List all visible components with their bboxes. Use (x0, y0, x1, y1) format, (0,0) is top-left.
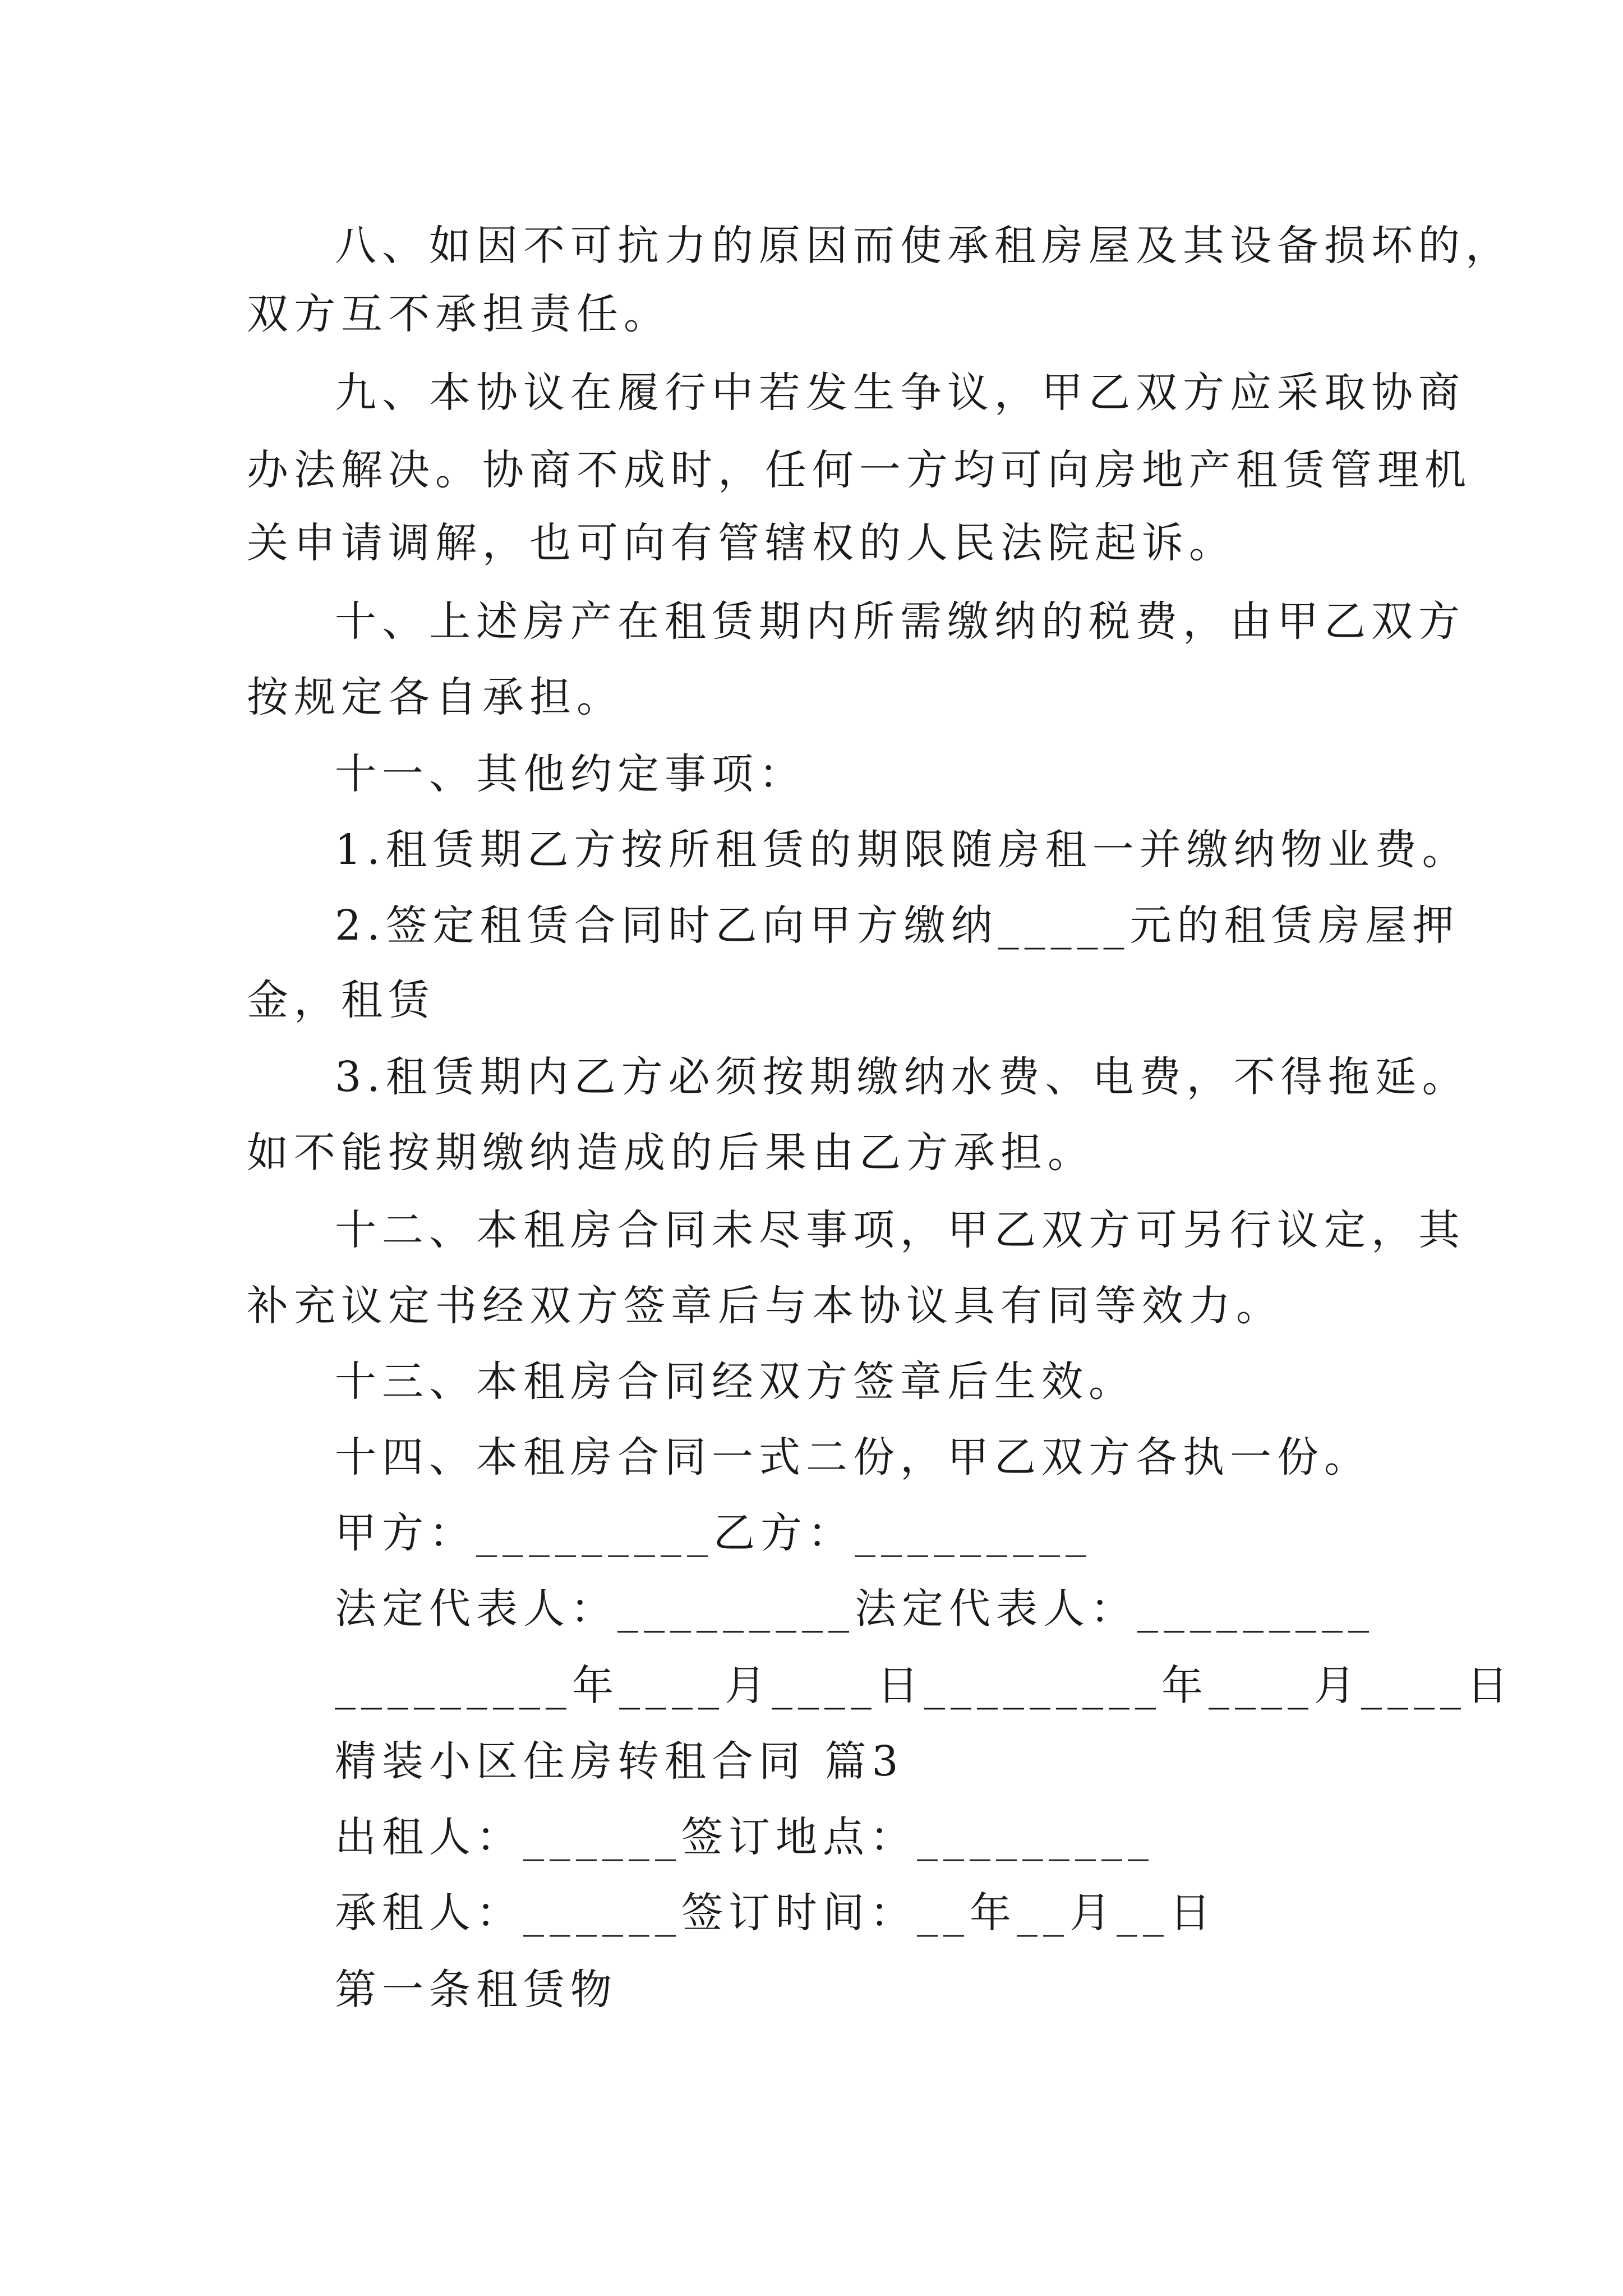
clause-11-item-2-line-2: 金，租赁 (247, 976, 435, 1024)
clause-11-item-2-line-1: 2.签定租赁合同时乙向甲方缴纳_____元的租赁房屋押 (335, 901, 1460, 950)
clause-10-line-2: 按规定各自承担。 (247, 673, 624, 721)
clause-10-line-1: 十、上述房产在租赁期内所需缴纳的税费，由甲乙双方 (335, 597, 1465, 646)
clause-9-line-1: 九、本协议在履行中若发生争议，甲乙双方应采取协商 (335, 369, 1465, 417)
clause-11-item-3-line-1: 3.租赁期内乙方必须按期缴纳水费、电费，不得拖延。 (335, 1053, 1469, 1101)
clause-14: 十四、本租房合同一式二份，甲乙双方各执一份。 (335, 1433, 1371, 1481)
signature-date-line: _________年____月____日_________年____月____日 (335, 1662, 1514, 1710)
clause-11-heading: 十一、其他约定事项： (335, 750, 806, 798)
clause-9-line-2: 办法解决。协商不成时，任何一方均可向房地产租赁管理机 (247, 446, 1472, 494)
clause-8-line-2: 双方互不承担责任。 (247, 290, 671, 338)
clause-12-line-1: 十二、本租房合同未尽事项，甲乙双方可另行议定，其 (335, 1206, 1465, 1254)
article-1-heading: 第一条租赁物 (335, 1966, 617, 2014)
clause-8-line-1: 八、如因不可抗力的原因而使承租房屋及其设备损坏的， (335, 222, 1513, 270)
clause-12-line-2: 补充议定书经双方签章后与本协议具有同等效力。 (247, 1282, 1283, 1330)
clause-11-item-3-line-2: 如不能按期缴纳造成的后果由乙方承担。 (247, 1129, 1095, 1177)
section-title: 精装小区住房转租合同 篇3 (335, 1737, 904, 1786)
representative-signature-line: 法定代表人：_________法定代表人：_________ (335, 1585, 1375, 1633)
lessor-line: 出租人：______签订地点：_________ (335, 1813, 1154, 1861)
clause-13: 十三、本租房合同经双方签章后生效。 (335, 1358, 1136, 1406)
clause-9-line-3: 关申请调解，也可向有管辖权的人民法院起诉。 (247, 519, 1236, 567)
clause-11-item-1: 1.租赁期乙方按所租赁的期限随房租一并缴纳物业费。 (335, 826, 1469, 874)
party-signature-line: 甲方：_________乙方：_________ (335, 1509, 1092, 1557)
lessee-line: 承租人：______签订时间：__年__月__日 (335, 1889, 1216, 1937)
